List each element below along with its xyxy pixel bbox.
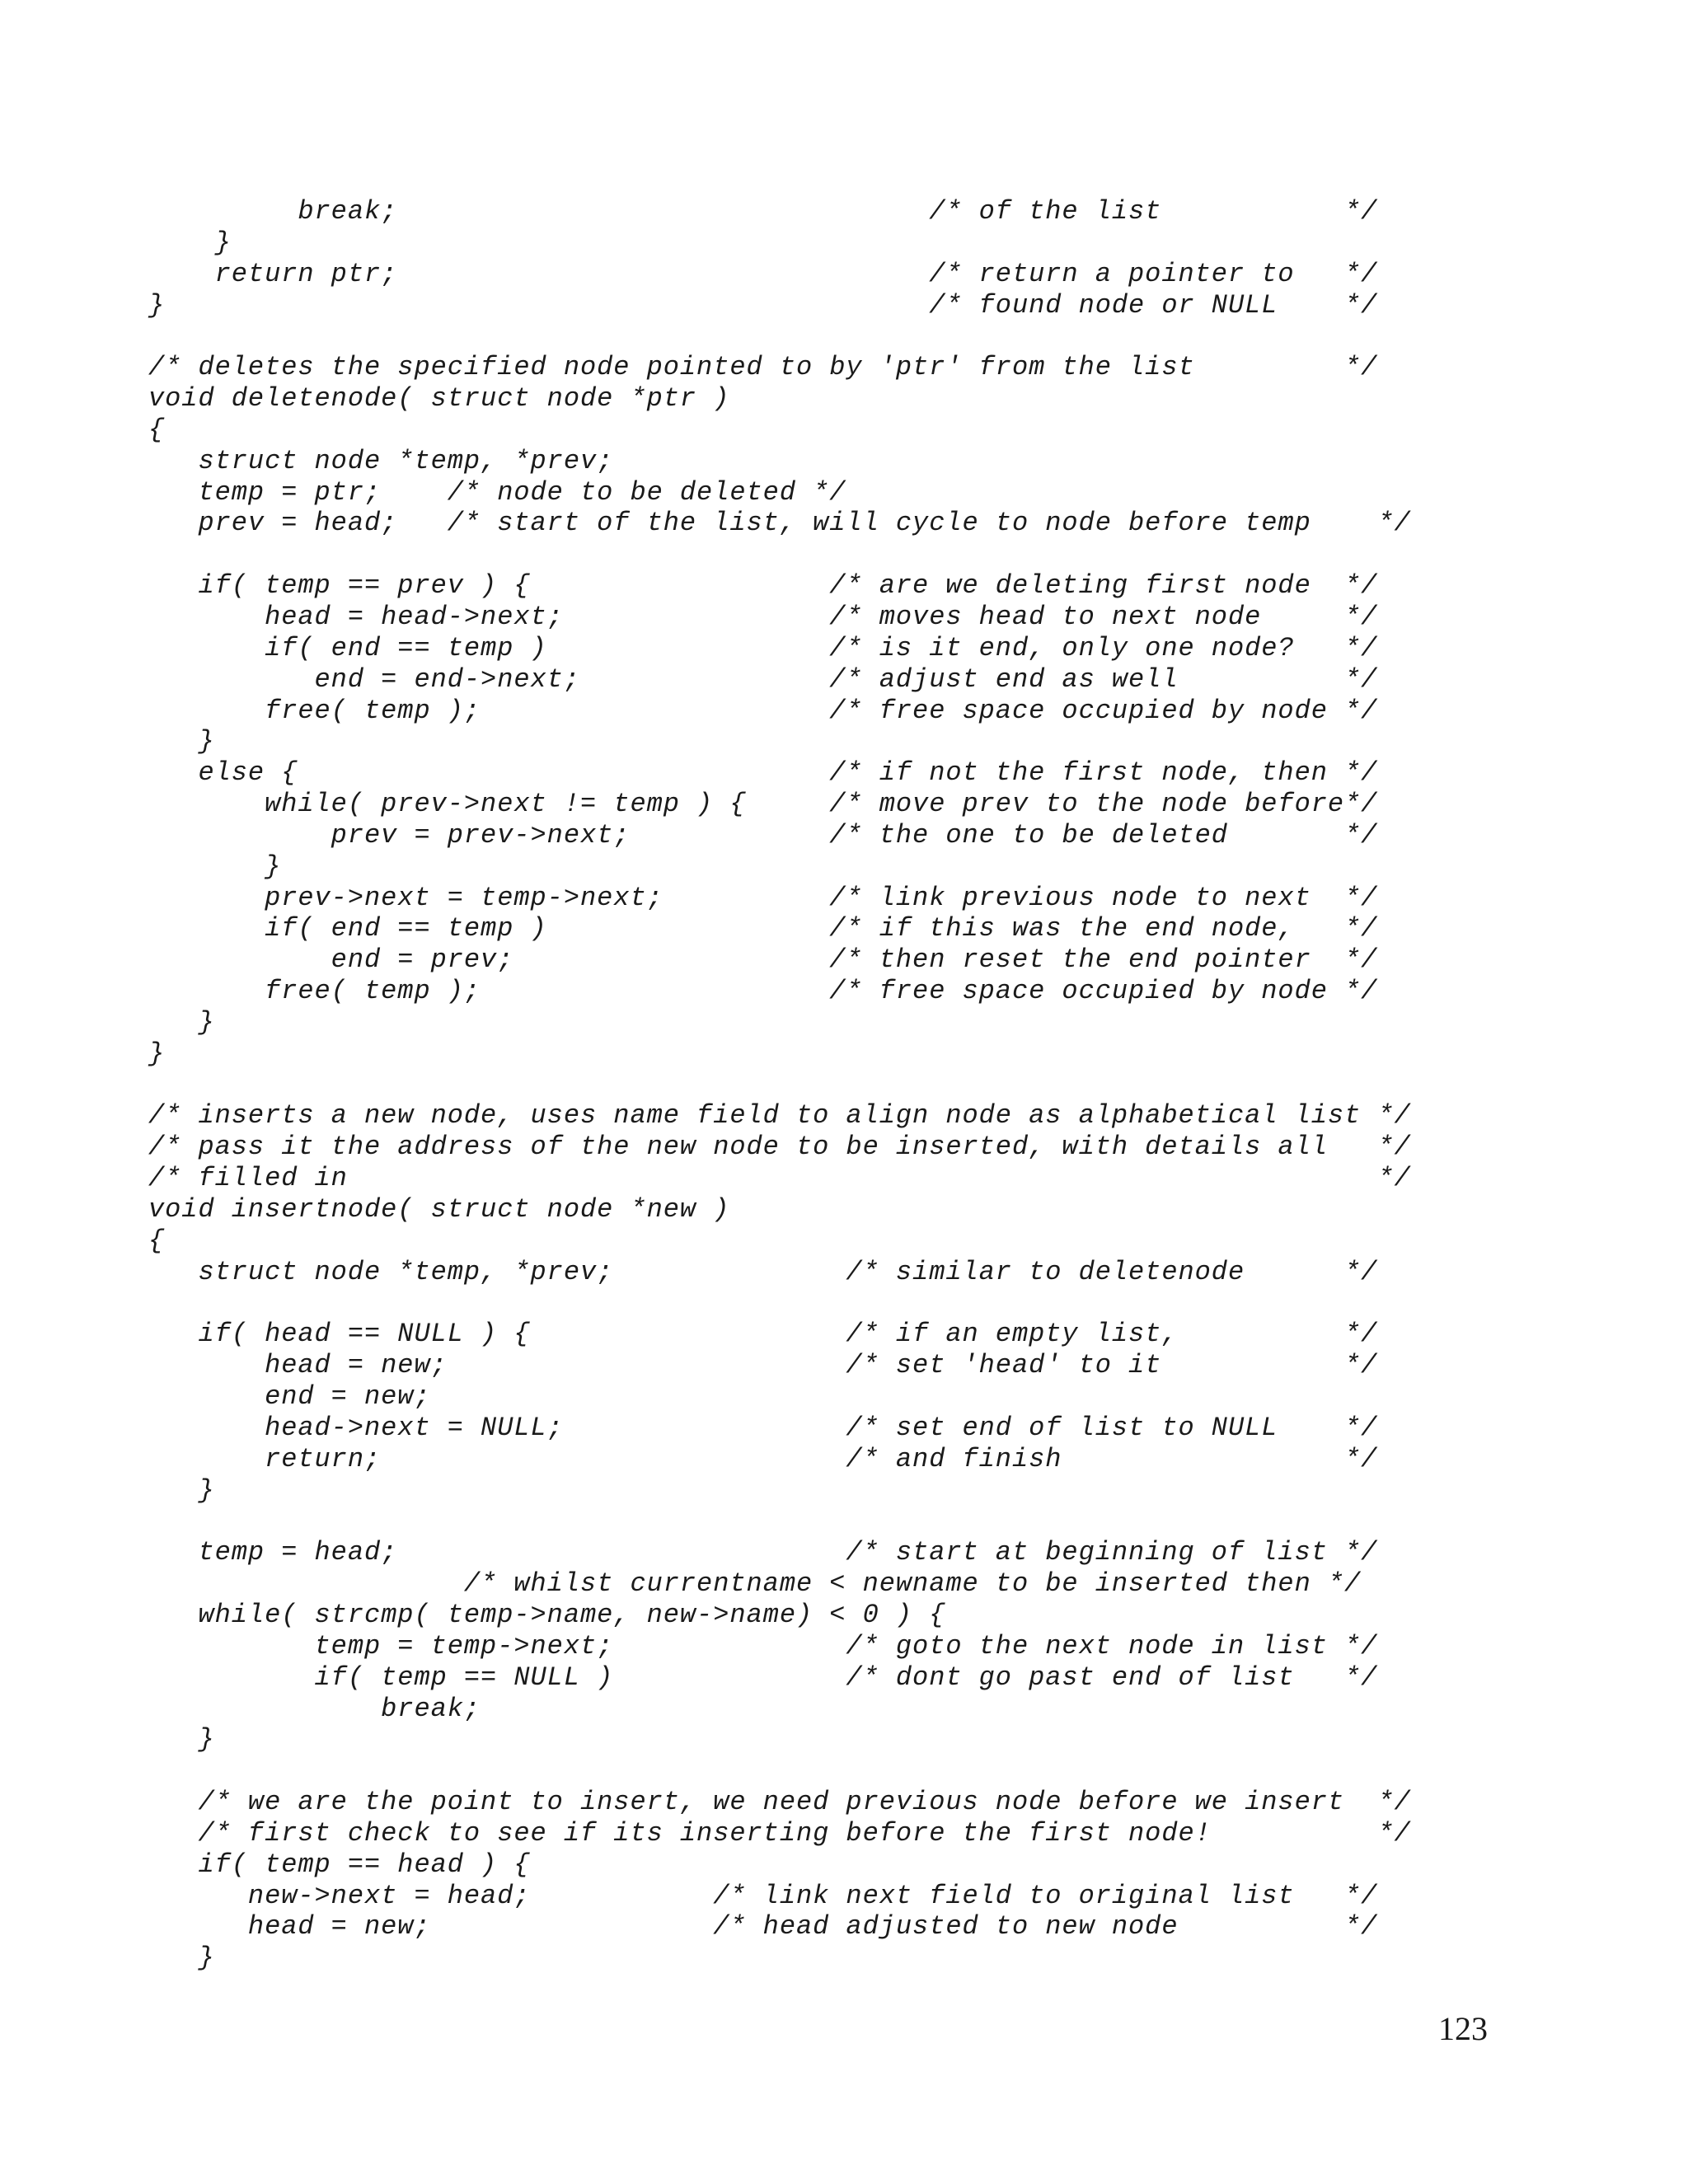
code-line: } [148, 227, 232, 258]
code-line [148, 1755, 1411, 1787]
code-line: temp = temp->next; /* goto the next node in list */ [148, 1630, 1378, 1661]
code-line: while( prev->next != temp ) { /* move prev to the node before*/ [148, 789, 1378, 820]
code-line: head->next = NULL; /* set end of list to NULL */ [148, 1412, 1378, 1443]
code-line: /* we are the point to insert, we need previous node before we insert */ [148, 1787, 1411, 1818]
code-line: break; [148, 1693, 481, 1724]
code-line: prev = head; /* start of the list, will cycle to node before temp */ [148, 508, 1411, 539]
code-line: head = new; /* head adjusted to new node */ [148, 1911, 1378, 1943]
code-line: } [148, 1038, 166, 1069]
code-line: temp = ptr; /* node to be deleted */ [148, 476, 846, 508]
code-line: head = head->next; /* moves head to next node */ [148, 601, 1378, 632]
code-line [148, 321, 1411, 352]
code-line: end = prev; /* then reset the end pointer */ [148, 944, 1378, 976]
code-line: prev->next = temp->next; /* link previous node to next */ [148, 882, 1378, 913]
code-line: struct node *temp, *prev; [148, 445, 614, 476]
code-line: free( temp ); /* free space occupied by node */ [148, 976, 1378, 1007]
code-line: } [148, 726, 215, 757]
code-line: return ptr; /* return a pointer to */ [148, 258, 1378, 289]
code-line: if( temp == prev ) { /* are we deleting first node */ [148, 570, 1378, 602]
code-line [148, 1070, 1411, 1101]
code-line: } [148, 851, 282, 882]
code-line: } [148, 1724, 215, 1755]
code-line: head = new; /* set 'head' to it */ [148, 1350, 1378, 1381]
code-line: new->next = head; /* link next field to original list */ [148, 1880, 1378, 1911]
code-line: end = end->next; /* adjust end as well */ [148, 663, 1378, 695]
code-line: else { /* if not the first node, then */ [148, 757, 1378, 789]
code-line: prev = prev->next; /* the one to be deleted */ [148, 819, 1378, 851]
code-line: { [148, 1225, 166, 1256]
code-line: void deletenode( struct node *ptr ) [148, 383, 730, 415]
code-line: { [148, 414, 166, 445]
code-line: if( end == temp ) /* if this was the end node, */ [148, 913, 1378, 944]
code-line: temp = head; /* start at beginning of list */ [148, 1537, 1378, 1568]
code-line: if( head == NULL ) { /* if an empty list, */ [148, 1319, 1378, 1350]
code-listing [148, 196, 1411, 1974]
code-line [148, 539, 1411, 570]
code-line: /* deletes the specified node pointed to by 'ptr' from the list */ [148, 352, 1378, 383]
code-line: } /* found node or NULL */ [148, 289, 1378, 321]
code-line [148, 1506, 1411, 1537]
page-number: 123 [1438, 2010, 1488, 2047]
code-line: if( temp == NULL ) /* dont go past end of list */ [148, 1661, 1378, 1693]
code-line [148, 1288, 1411, 1319]
code-line: break; /* of the list */ [148, 196, 1378, 227]
code-line: /* first check to see if its inserting before the first node! */ [148, 1817, 1411, 1849]
code-line: /* whilst currentname < newname to be inserted then */ [148, 1568, 1362, 1600]
code-line: struct node *temp, *prev; /* similar to deletenode */ [148, 1256, 1378, 1287]
code-line: /* filled in */ [148, 1163, 1411, 1194]
code-line: end = new; [148, 1381, 431, 1413]
code-line: } [148, 1006, 215, 1038]
code-line: if( temp == head ) { [148, 1849, 531, 1880]
code-line: if( end == temp ) /* is it end, only one node? */ [148, 632, 1378, 663]
code-line: /* pass it the address of the new node to be inserted, with details all */ [148, 1132, 1411, 1163]
code-line: } [148, 1943, 215, 1974]
code-line: } [148, 1474, 215, 1506]
code-line: while( strcmp( temp->name, new->name) < 0 ) { [148, 1599, 946, 1630]
code-line: void insertnode( struct node *new ) [148, 1194, 730, 1225]
code-line: free( temp ); /* free space occupied by node */ [148, 695, 1378, 726]
code-line: /* inserts a new node, uses name field to align node as alphabetical list */ [148, 1100, 1411, 1132]
code-line: return; /* and finish */ [148, 1443, 1378, 1474]
